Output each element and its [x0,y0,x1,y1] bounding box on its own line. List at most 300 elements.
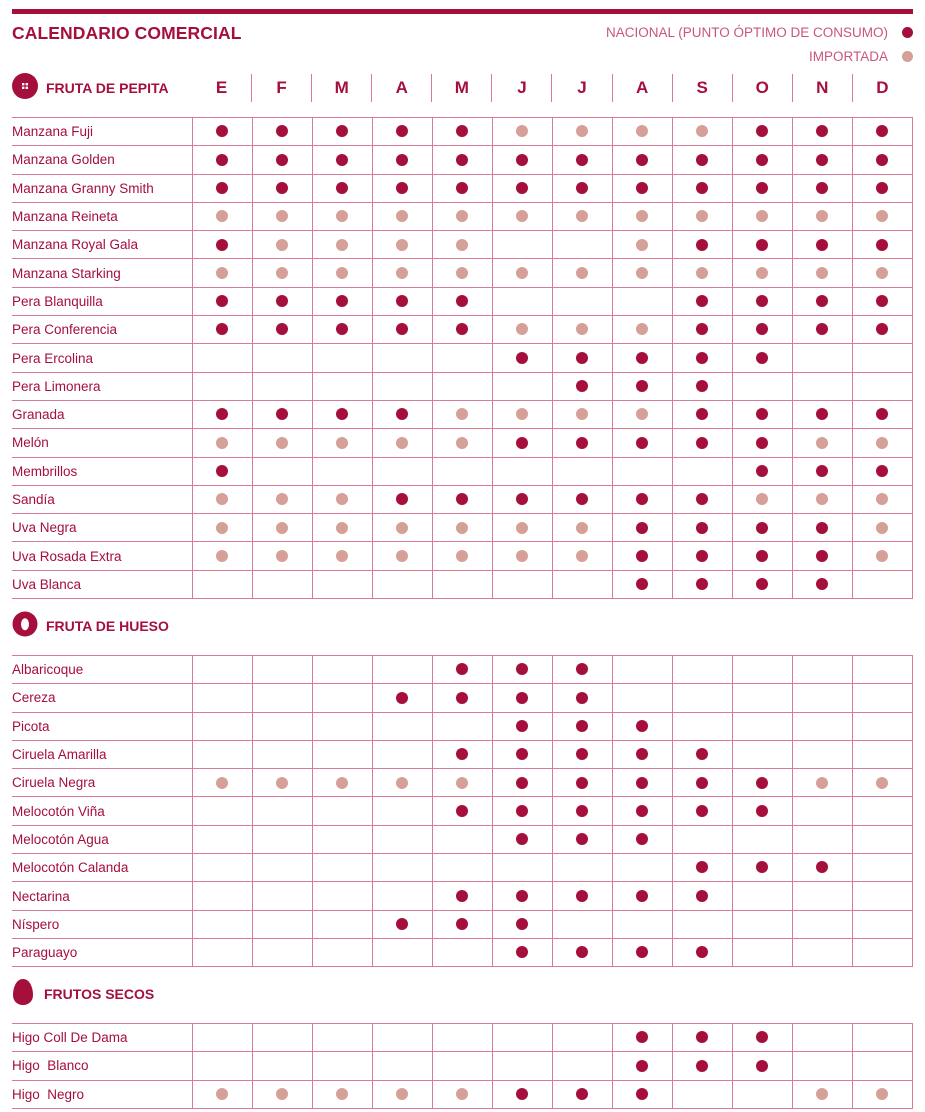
nacional-dot-icon [276,295,288,307]
month-cell [432,429,492,457]
fruit-name: Higo Blanco [12,1052,192,1080]
nacional-dot-icon [636,550,648,562]
importada-dot-icon [696,125,708,137]
table-row [12,769,913,797]
importada-dot-icon [576,323,588,335]
nacional-dot-icon [516,777,528,789]
month-cell [792,825,852,853]
month-cell [552,485,612,513]
table-row [12,542,913,570]
month-cell [252,1080,312,1108]
month-cell [792,740,852,768]
nacional-dot-icon [756,295,768,307]
month-cell [492,825,552,853]
table-row [12,910,913,938]
importada-dot-icon [456,210,468,222]
fruit-name: Manzana Fuji [12,118,192,146]
month-cell [552,400,612,428]
importada-dot-icon [636,323,648,335]
month-cell [312,1024,372,1052]
month-cell [732,146,792,174]
nacional-dot-icon [696,1060,708,1072]
month-cell [552,542,612,570]
nacional-dot-icon [636,946,648,958]
month-cell [192,344,252,372]
month-cell [432,1052,492,1080]
month-cell [732,684,792,712]
nacional-dot-icon [636,182,648,194]
month-cell [312,118,372,146]
month-cell [672,118,732,146]
nacional-dot-icon [216,295,228,307]
month-cell [192,372,252,400]
nacional-dot-icon [396,493,408,505]
month-cell [192,1080,252,1108]
month-cell [672,344,732,372]
nacional-dot-icon [636,720,648,732]
month-cell [252,825,312,853]
month-cell [492,1080,552,1108]
nacional-dot-icon [696,550,708,562]
month-cell [192,938,252,966]
table-fruta-de-hueso [12,655,913,967]
month-cell [612,1052,672,1080]
importada-dot-icon [876,550,888,562]
month-cell [252,400,312,428]
importada-dot-icon [336,267,348,279]
fruit-name: Cereza [12,684,192,712]
month-cell [492,1024,552,1052]
nacional-dot-icon [576,663,588,675]
importada-dot-icon [816,267,828,279]
month-cell [192,287,252,315]
month-cell [492,656,552,684]
month-cell [732,316,792,344]
month-cell [312,542,372,570]
nacional-dot-icon [516,748,528,760]
nacional-dot-icon [336,408,348,420]
nacional-dot-icon [696,522,708,534]
month-cell [372,1080,432,1108]
month-cell [672,287,732,315]
month-cell [432,514,492,542]
nacional-dot-icon [696,777,708,789]
month-cell [672,514,732,542]
month-cell [192,854,252,882]
fruit-name: Higo Negro [12,1080,192,1108]
month-cell [792,797,852,825]
importada-dot-icon [576,550,588,562]
nacional-dot-icon [816,861,828,873]
fruit-name: Membrillos [12,457,192,485]
month-cell [792,854,852,882]
month-cell [612,1024,672,1052]
month-label: N [792,74,852,102]
month-cell [492,769,552,797]
nacional-dot-icon [396,918,408,930]
month-cell [372,882,432,910]
month-cell [492,570,552,598]
importada-dot-icon [902,51,913,62]
month-cell [372,514,432,542]
month-cell [612,542,672,570]
fruit-name: Pera Limonera [12,372,192,400]
month-cell [192,457,252,485]
nacional-dot-icon [816,125,828,137]
month-cell [192,316,252,344]
section-title: FRUTA DE PEPITA [46,80,169,96]
month-cell [312,485,372,513]
nacional-dot-icon [636,1031,648,1043]
importada-dot-icon [576,267,588,279]
month-cell [372,259,432,287]
nacional-dot-icon [756,1031,768,1043]
month-cell [672,656,732,684]
importada-dot-icon [276,777,288,789]
month-cell [852,372,912,400]
nacional-dot-icon [456,918,468,930]
nacional-dot-icon [756,408,768,420]
importada-dot-icon [816,1088,828,1100]
importada-dot-icon [696,210,708,222]
month-cell [552,457,612,485]
month-cell [492,684,552,712]
month-cell [552,316,612,344]
month-cell [612,429,672,457]
nacional-dot-icon [756,805,768,817]
month-cell [492,400,552,428]
nacional-dot-icon [516,437,528,449]
month-cell [492,1052,552,1080]
month-cell [732,485,792,513]
month-cell [432,570,492,598]
month-cell [612,457,672,485]
month-cell [432,1080,492,1108]
importada-dot-icon [816,210,828,222]
nacional-dot-icon [276,408,288,420]
nacional-dot-icon [336,154,348,166]
month-cell [792,259,852,287]
month-cell [732,656,792,684]
table-fruta-de-pepita [12,117,913,599]
month-cell [252,1052,312,1080]
month-cell [492,174,552,202]
month-cell [492,740,552,768]
month-cell [372,174,432,202]
nacional-dot-icon [816,465,828,477]
month-cell [432,400,492,428]
month-cell [672,231,732,259]
nacional-dot-icon [456,692,468,704]
month-cell [372,202,432,230]
table-row [12,344,913,372]
month-cell [672,259,732,287]
nacional-dot-icon [576,748,588,760]
nacional-dot-icon [756,154,768,166]
month-cell [552,684,612,712]
importada-dot-icon [516,323,528,335]
nacional-dot-icon [576,946,588,958]
month-cell [552,882,612,910]
month-cell [612,712,672,740]
month-cell [792,146,852,174]
importada-dot-icon [216,522,228,534]
importada-dot-icon [336,550,348,562]
month-cell [612,146,672,174]
month-cell [672,684,732,712]
nacional-dot-icon [636,1088,648,1100]
nacional-dot-icon [816,578,828,590]
month-cell [672,372,732,400]
month-cell [192,485,252,513]
month-cell [252,797,312,825]
month-cell [732,400,792,428]
month-cell [612,938,672,966]
importada-dot-icon [516,267,528,279]
importada-dot-icon [216,437,228,449]
fruit-name: Uva Rosada Extra [12,542,192,570]
month-cell [252,485,312,513]
table-row [12,570,913,598]
nacional-dot-icon [816,522,828,534]
apple-seed-icon [12,73,38,104]
nacional-dot-icon [696,861,708,873]
month-cell [432,231,492,259]
month-cell [492,910,552,938]
month-cell [552,344,612,372]
nacional-dot-icon [576,1088,588,1100]
nacional-dot-icon [696,154,708,166]
month-cell [612,344,672,372]
month-cell [312,938,372,966]
importada-dot-icon [576,408,588,420]
month-cell [372,740,432,768]
importada-dot-icon [516,550,528,562]
month-cell [192,882,252,910]
month-cell [672,174,732,202]
month-cell [252,174,312,202]
month-cell [672,570,732,598]
month-cell [492,316,552,344]
importada-dot-icon [456,522,468,534]
month-cell [372,656,432,684]
month-cell [552,372,612,400]
month-cell [492,344,552,372]
month-cell [612,202,672,230]
nacional-dot-icon [696,805,708,817]
month-cell [312,400,372,428]
month-cell [192,231,252,259]
nacional-dot-icon [456,890,468,902]
nacional-dot-icon [576,692,588,704]
month-cell [552,259,612,287]
nacional-dot-icon [516,946,528,958]
fruit-name: Paraguayo [12,938,192,966]
importada-dot-icon [216,1088,228,1100]
month-cell [852,854,912,882]
month-cell [792,910,852,938]
nacional-dot-icon [636,1060,648,1072]
nacional-dot-icon [216,323,228,335]
nacional-dot-icon [456,295,468,307]
month-cell [792,938,852,966]
month-cell [252,1024,312,1052]
importada-dot-icon [396,1088,408,1100]
month-cell [492,938,552,966]
table-row [12,287,913,315]
importada-dot-icon [336,437,348,449]
month-cell [312,882,372,910]
month-cell [312,769,372,797]
nacional-dot-icon [636,748,648,760]
nacional-dot-icon [516,154,528,166]
month-cell [612,797,672,825]
month-cell [672,854,732,882]
nacional-dot-icon [516,692,528,704]
fruit-name: Melocotón Calanda [12,854,192,882]
month-cell [612,740,672,768]
nacional-dot-icon [756,323,768,335]
nacional-dot-icon [876,239,888,251]
month-cell [612,825,672,853]
fruit-name: Granada [12,400,192,428]
month-header [192,74,912,102]
importada-dot-icon [456,408,468,420]
nacional-dot-icon [816,154,828,166]
importada-dot-icon [396,437,408,449]
month-cell [732,118,792,146]
nacional-dot-icon [696,239,708,251]
month-cell [852,570,912,598]
month-cell [732,797,792,825]
nacional-dot-icon [756,522,768,534]
month-cell [492,882,552,910]
month-cell [612,910,672,938]
month-cell [732,854,792,882]
month-cell [672,1024,732,1052]
month-cell [432,910,492,938]
nacional-dot-icon [216,465,228,477]
nacional-dot-icon [696,493,708,505]
importada-dot-icon [576,125,588,137]
month-cell [552,938,612,966]
month-cell [792,1080,852,1108]
month-cell [732,825,792,853]
month-cell [312,825,372,853]
nacional-dot-icon [216,408,228,420]
month-cell [792,656,852,684]
month-cell [612,769,672,797]
month-cell [792,202,852,230]
month-cell [312,344,372,372]
fruit-name: Ciruela Amarilla [12,740,192,768]
month-cell [372,1024,432,1052]
month-cell [552,1080,612,1108]
nacional-dot-icon [456,493,468,505]
importada-dot-icon [276,437,288,449]
month-cell [312,656,372,684]
month-cell [372,231,432,259]
table-frutos-secos [12,1023,913,1109]
month-cell [492,485,552,513]
month-cell [612,174,672,202]
nacional-dot-icon [396,154,408,166]
month-cell [852,514,912,542]
month-cell [852,485,912,513]
fruit-name: Manzana Granny Smith [12,174,192,202]
month-cell [612,259,672,287]
nacional-dot-icon [696,408,708,420]
month-cell [252,854,312,882]
month-cell [852,316,912,344]
month-cell [372,542,432,570]
table-row [12,174,913,202]
month-cell [252,938,312,966]
nacional-dot-icon [576,720,588,732]
month-cell [612,570,672,598]
importada-dot-icon [636,408,648,420]
month-cell [852,740,912,768]
month-cell [552,202,612,230]
month-cell [792,712,852,740]
table-row [12,231,913,259]
month-cell [852,344,912,372]
nacional-dot-icon [756,861,768,873]
month-cell [312,570,372,598]
nacional-dot-icon [396,182,408,194]
importada-dot-icon [456,437,468,449]
month-cell [792,542,852,570]
month-cell [372,854,432,882]
month-cell [372,344,432,372]
nacional-dot-icon [756,578,768,590]
month-cell [792,287,852,315]
month-cell [252,287,312,315]
month-cell [552,287,612,315]
month-label: F [251,74,311,102]
month-cell [672,825,732,853]
month-cell [552,514,612,542]
month-cell [432,1024,492,1052]
table-row [12,400,913,428]
month-cell [192,1024,252,1052]
month-cell [792,570,852,598]
fruit-name: Nectarina [12,882,192,910]
importada-dot-icon [396,550,408,562]
month-cell [792,485,852,513]
month-cell [732,740,792,768]
month-cell [852,287,912,315]
month-cell [432,656,492,684]
table-row [12,684,913,712]
month-cell [252,769,312,797]
nacional-dot-icon [516,833,528,845]
month-label: O [732,74,792,102]
month-cell [312,797,372,825]
importada-dot-icon [216,777,228,789]
month-cell [372,316,432,344]
month-cell [852,684,912,712]
nacional-dot-icon [216,154,228,166]
month-cell [792,118,852,146]
importada-dot-icon [216,210,228,222]
month-cell [612,656,672,684]
nacional-dot-icon [816,182,828,194]
month-cell [612,514,672,542]
section-title: FRUTA DE HUESO [46,618,169,634]
month-cell [612,1080,672,1108]
month-cell [432,372,492,400]
